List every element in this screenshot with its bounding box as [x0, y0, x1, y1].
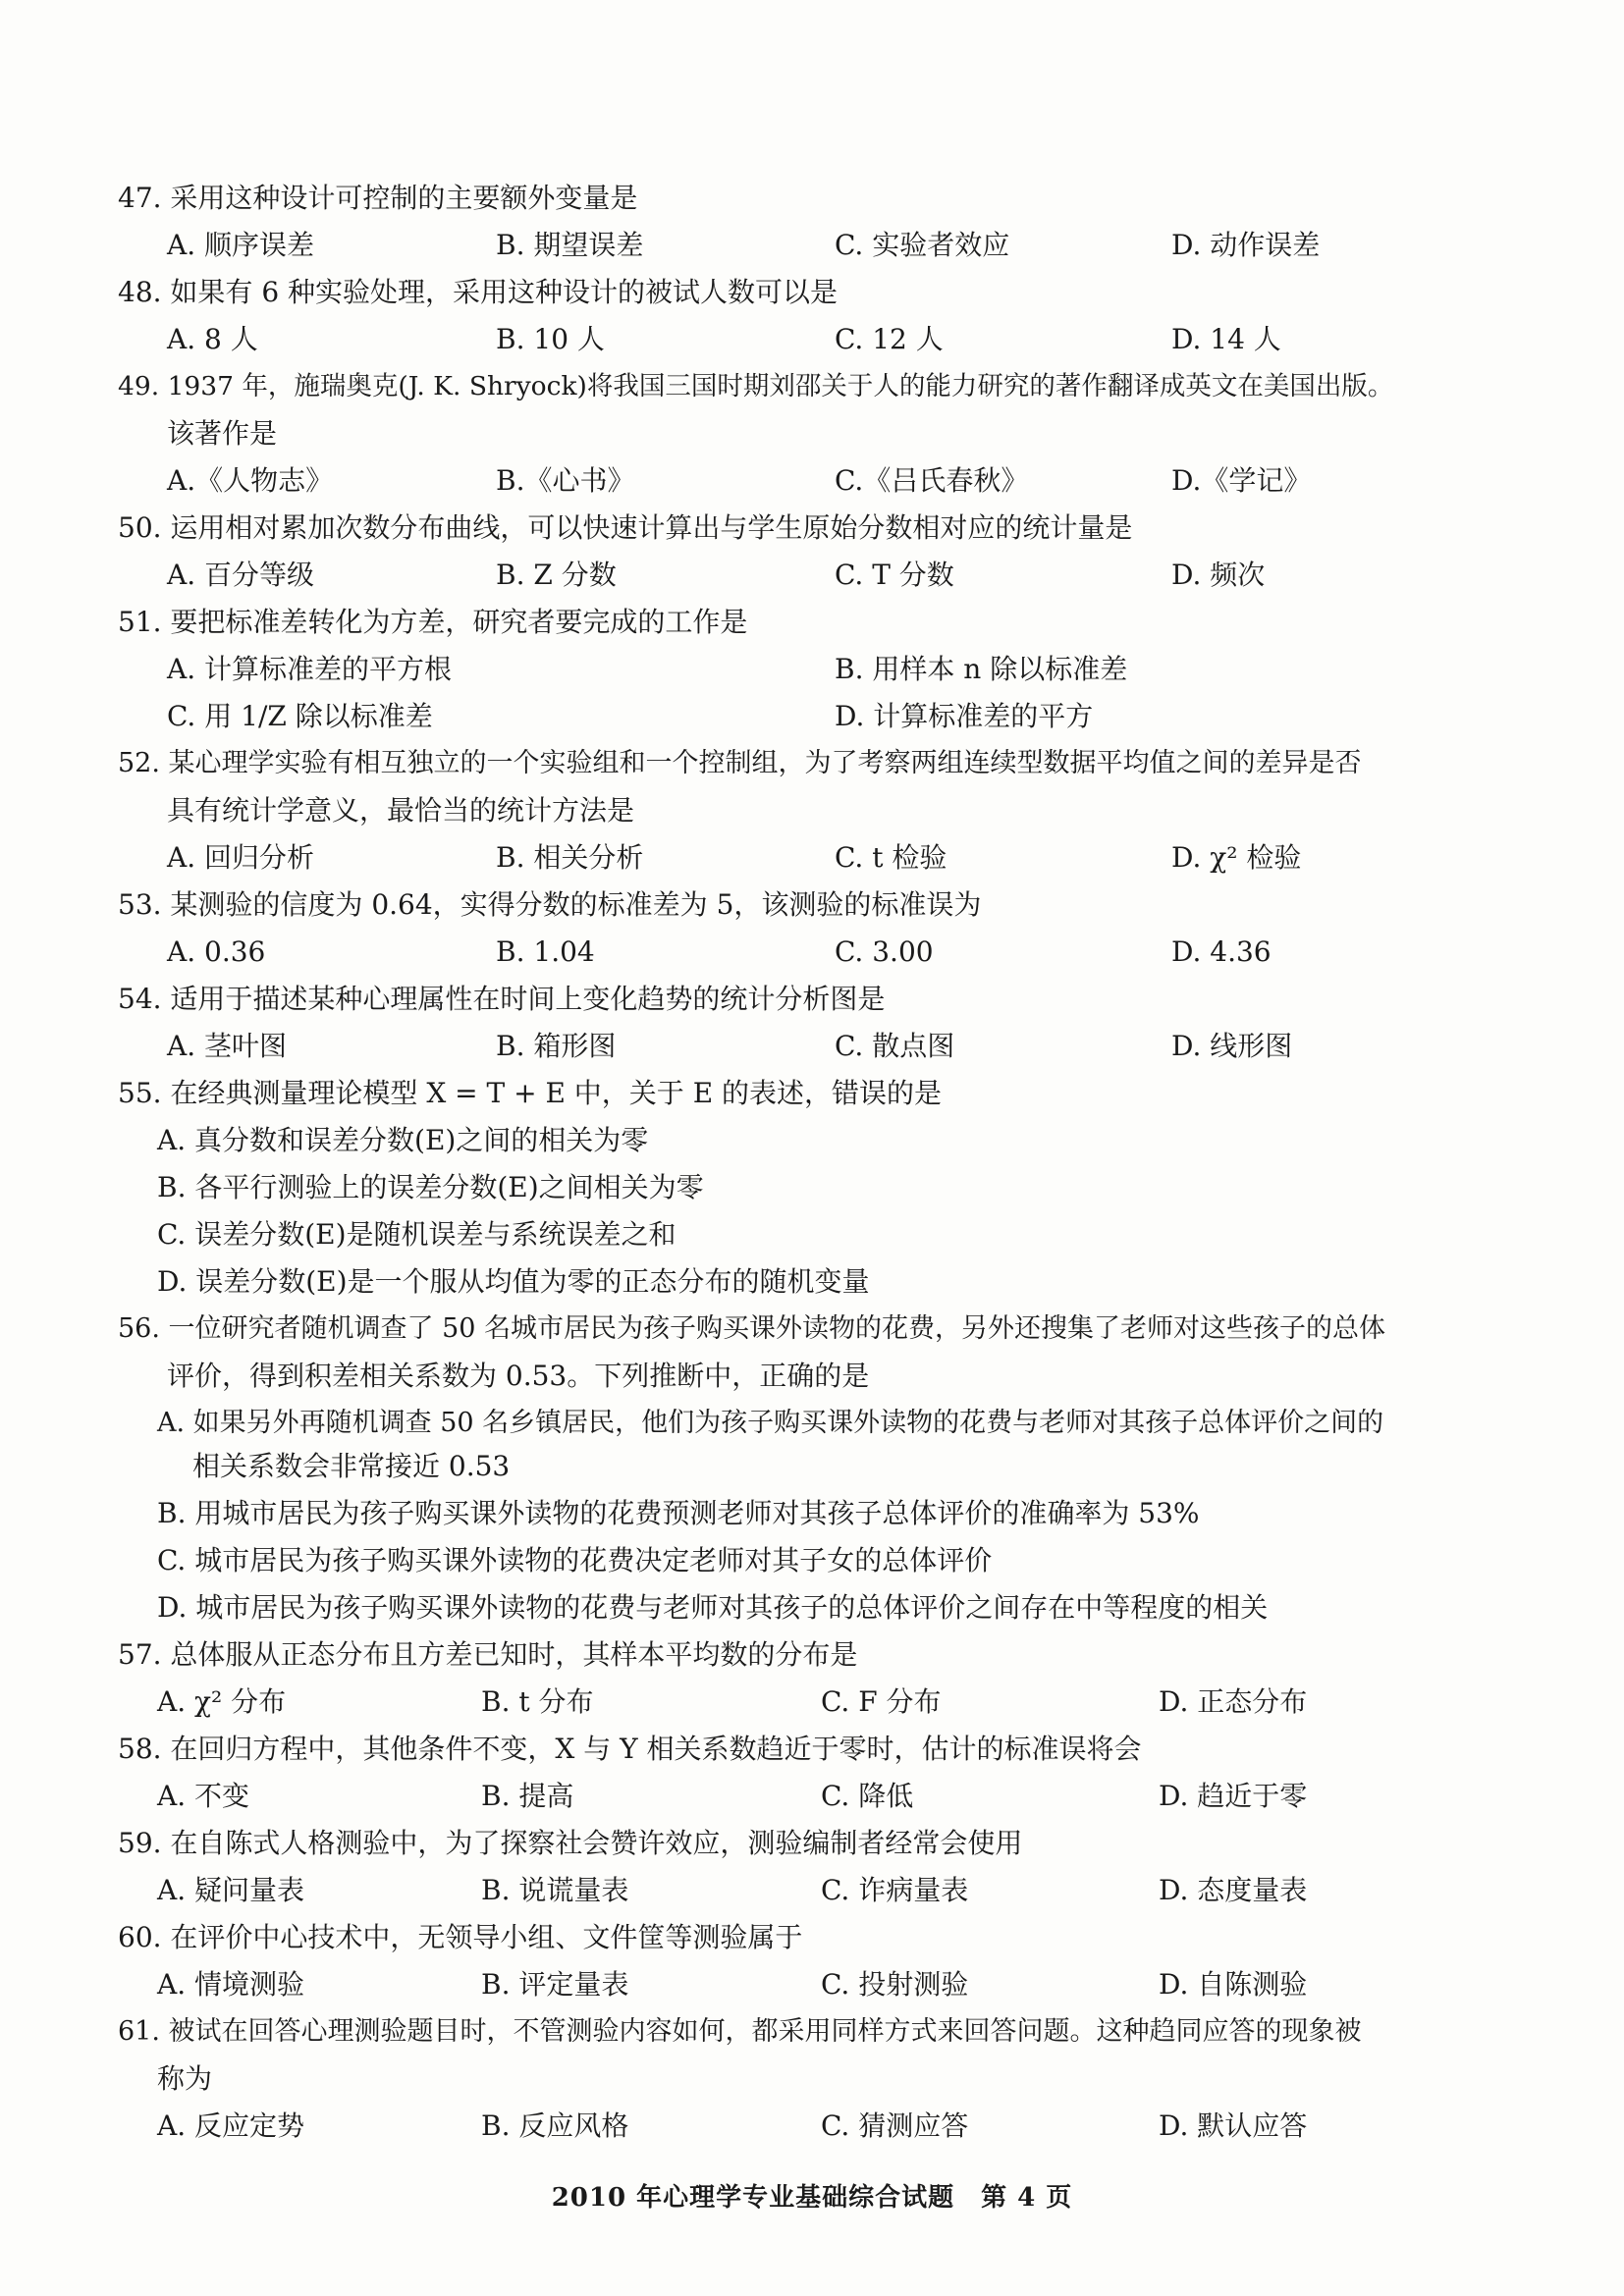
option-d: D. 默认应答 — [1159, 2109, 1308, 2142]
option-b: B. 提高 — [481, 1780, 574, 1812]
option-c: C. 降低 — [821, 1780, 914, 1812]
option-a-continued: 相关系数会非常接近 0.53 — [192, 1450, 511, 1482]
question-stem: 55. 在经典测量理论模型 X = T + E 中，关于 E 的表述，错误的是 — [118, 1077, 943, 1109]
question-stem: 51. 要把标准差转化为方差，研究者要完成的工作是 — [118, 606, 748, 638]
option-b: B. Z 分数 — [496, 559, 617, 591]
option-b: B.《心书》 — [496, 464, 635, 497]
option-b: B. 各平行测验上的误差分数(E)之间相关为零 — [157, 1171, 704, 1203]
option-c: C. 散点图 — [835, 1030, 955, 1062]
option-c: C. 12 人 — [835, 323, 944, 355]
question-stem: 54. 适用于描述某种心理属性在时间上变化趋势的统计分析图是 — [118, 983, 886, 1015]
page-footer: 2010 年心理学专业基础综合试题 第 4 页 — [551, 2183, 1073, 2213]
option-d: D. 动作误差 — [1171, 229, 1321, 261]
question-stem: 58. 在回归方程中，其他条件不变，X 与 Y 相关系数趋近于零时，估计的标准误将会 — [118, 1733, 1142, 1765]
option-c: C. 用 1/Z 除以标准差 — [167, 700, 433, 732]
question-stem: 56. 一位研究者随机调查了 50 名城市居民为孩子购买课外读物的花费，另外还搜集了老师对这些孩子的总体 — [118, 1313, 1386, 1344]
option-c: C. 3.00 — [835, 935, 934, 968]
option-a: A. 计算标准差的平方根 — [167, 653, 453, 685]
question-stem: 49. 1937 年，施瑞奥克(J. K. Shryock)将我国三国时期刘邵关于人的能力研究的著作翻译成英文在美国出版。 — [118, 371, 1394, 401]
option-a: A. 0.36 — [167, 935, 266, 968]
option-b: B. 1.04 — [496, 935, 595, 968]
question-stem: 52. 某心理学实验有相互独立的一个实验组和一个控制组，为了考察两组连续型数据平均值之间的差异是否 — [118, 748, 1362, 778]
question-stem: 60. 在评价中心技术中，无领导小组、文件筐等测验属于 — [118, 1921, 803, 1953]
option-a: A. 情境测验 — [157, 1968, 305, 2001]
question-stem: 48. 如果有 6 种实验处理，采用这种设计的被试人数可以是 — [118, 276, 839, 308]
question-stem-continued: 评价，得到积差相关系数为 0.53。下列推断中，正确的是 — [167, 1360, 870, 1392]
option-a: A. 8 人 — [167, 323, 258, 355]
option-c: C.《吕氏春秋》 — [835, 464, 1029, 497]
option-c: C. 城市居民为孩子购买课外读物的花费决定老师对其子女的总体评价 — [157, 1544, 993, 1576]
option-a: A. 百分等级 — [167, 559, 315, 591]
option-d: D. 14 人 — [1171, 323, 1281, 355]
option-b: B. 相关分析 — [496, 841, 644, 874]
option-c: C. T 分数 — [835, 559, 954, 591]
option-a: A. 不变 — [157, 1780, 250, 1812]
option-d: D. 线形图 — [1171, 1030, 1293, 1062]
option-c: C. F 分布 — [821, 1685, 942, 1718]
option-b: B. 箱形图 — [496, 1030, 617, 1062]
option-c: C. t 检验 — [835, 841, 947, 874]
option-a: A. χ² 分布 — [157, 1685, 287, 1718]
option-a: A. 反应定势 — [157, 2109, 305, 2142]
question-stem: 53. 某测验的信度为 0.64，实得分数的标准差为 5，该测验的标准误为 — [118, 888, 982, 921]
option-c: C. 猜测应答 — [821, 2109, 969, 2142]
question-stem: 61. 被试在回答心理测验题目时，不管测验内容如何，都采用同样方式来回答问题。这种趋同应答的现象被 — [118, 2016, 1362, 2047]
option-c: C. 诈病量表 — [821, 1874, 969, 1906]
option-d: D. 4.36 — [1171, 935, 1272, 968]
option-d: D. 态度量表 — [1159, 1874, 1308, 1906]
option-c: C. 实验者效应 — [835, 229, 1010, 261]
option-a: A. 真分数和误差分数(E)之间的相关为零 — [157, 1124, 649, 1156]
question-stem: 57. 总体服从正态分布且方差已知时，其样本平均数的分布是 — [118, 1638, 858, 1671]
option-b: B. 反应风格 — [481, 2109, 629, 2142]
question-stem: 59. 在自陈式人格测验中，为了探察社会赞许效应，测验编制者经常会使用 — [118, 1827, 1023, 1859]
option-b: B. 用城市居民为孩子购买课外读物的花费预测老师对其孩子总体评价的准确率为 53% — [157, 1497, 1200, 1529]
question-stem-continued: 称为 — [157, 2062, 213, 2095]
option-a: A. 疑问量表 — [157, 1874, 305, 1906]
question-stem-continued: 该著作是 — [167, 417, 278, 450]
option-b: B. 用样本 n 除以标准差 — [835, 653, 1128, 685]
option-a: A.《人物志》 — [167, 464, 334, 497]
option-a: A. 如果另外再随机调查 50 名乡镇居民，他们为孩子购买课外读物的花费与老师对其孩子总体评价之间的 — [157, 1408, 1384, 1438]
option-d: D. χ² 检验 — [1171, 841, 1302, 874]
option-d: D. 城市居民为孩子购买课外读物的花费与老师对其孩子的总体评价之间存在中等程度的相关 — [157, 1591, 1269, 1624]
option-b: B. t 分布 — [481, 1685, 594, 1718]
option-d: D. 计算标准差的平方 — [835, 700, 1094, 732]
question-stem: 47. 采用这种设计可控制的主要额外变量是 — [118, 182, 638, 214]
question-stem: 50. 运用相对累加次数分布曲线，可以快速计算出与学生原始分数相对应的统计量是 — [118, 511, 1133, 544]
option-d: D. 趋近于零 — [1159, 1780, 1308, 1812]
option-b: B. 评定量表 — [481, 1968, 629, 2001]
option-d: D. 正态分布 — [1159, 1685, 1308, 1718]
option-d: D. 自陈测验 — [1159, 1968, 1308, 2001]
option-b: B. 说谎量表 — [481, 1874, 629, 1906]
option-c: C. 误差分数(E)是随机误差与系统误差之和 — [157, 1218, 677, 1251]
option-b: B. 期望误差 — [496, 229, 644, 261]
option-b: B. 10 人 — [496, 323, 605, 355]
option-d: D. 误差分数(E)是一个服从均值为零的正态分布的随机变量 — [157, 1265, 870, 1298]
option-a: A. 回归分析 — [167, 841, 315, 874]
question-stem-continued: 具有统计学意义，最恰当的统计方法是 — [167, 794, 635, 827]
option-c: C. 投射测验 — [821, 1968, 969, 2001]
option-a: A. 顺序误差 — [167, 229, 315, 261]
option-d: D.《学记》 — [1171, 464, 1312, 497]
option-a: A. 茎叶图 — [167, 1030, 288, 1062]
option-d: D. 频次 — [1171, 559, 1266, 591]
